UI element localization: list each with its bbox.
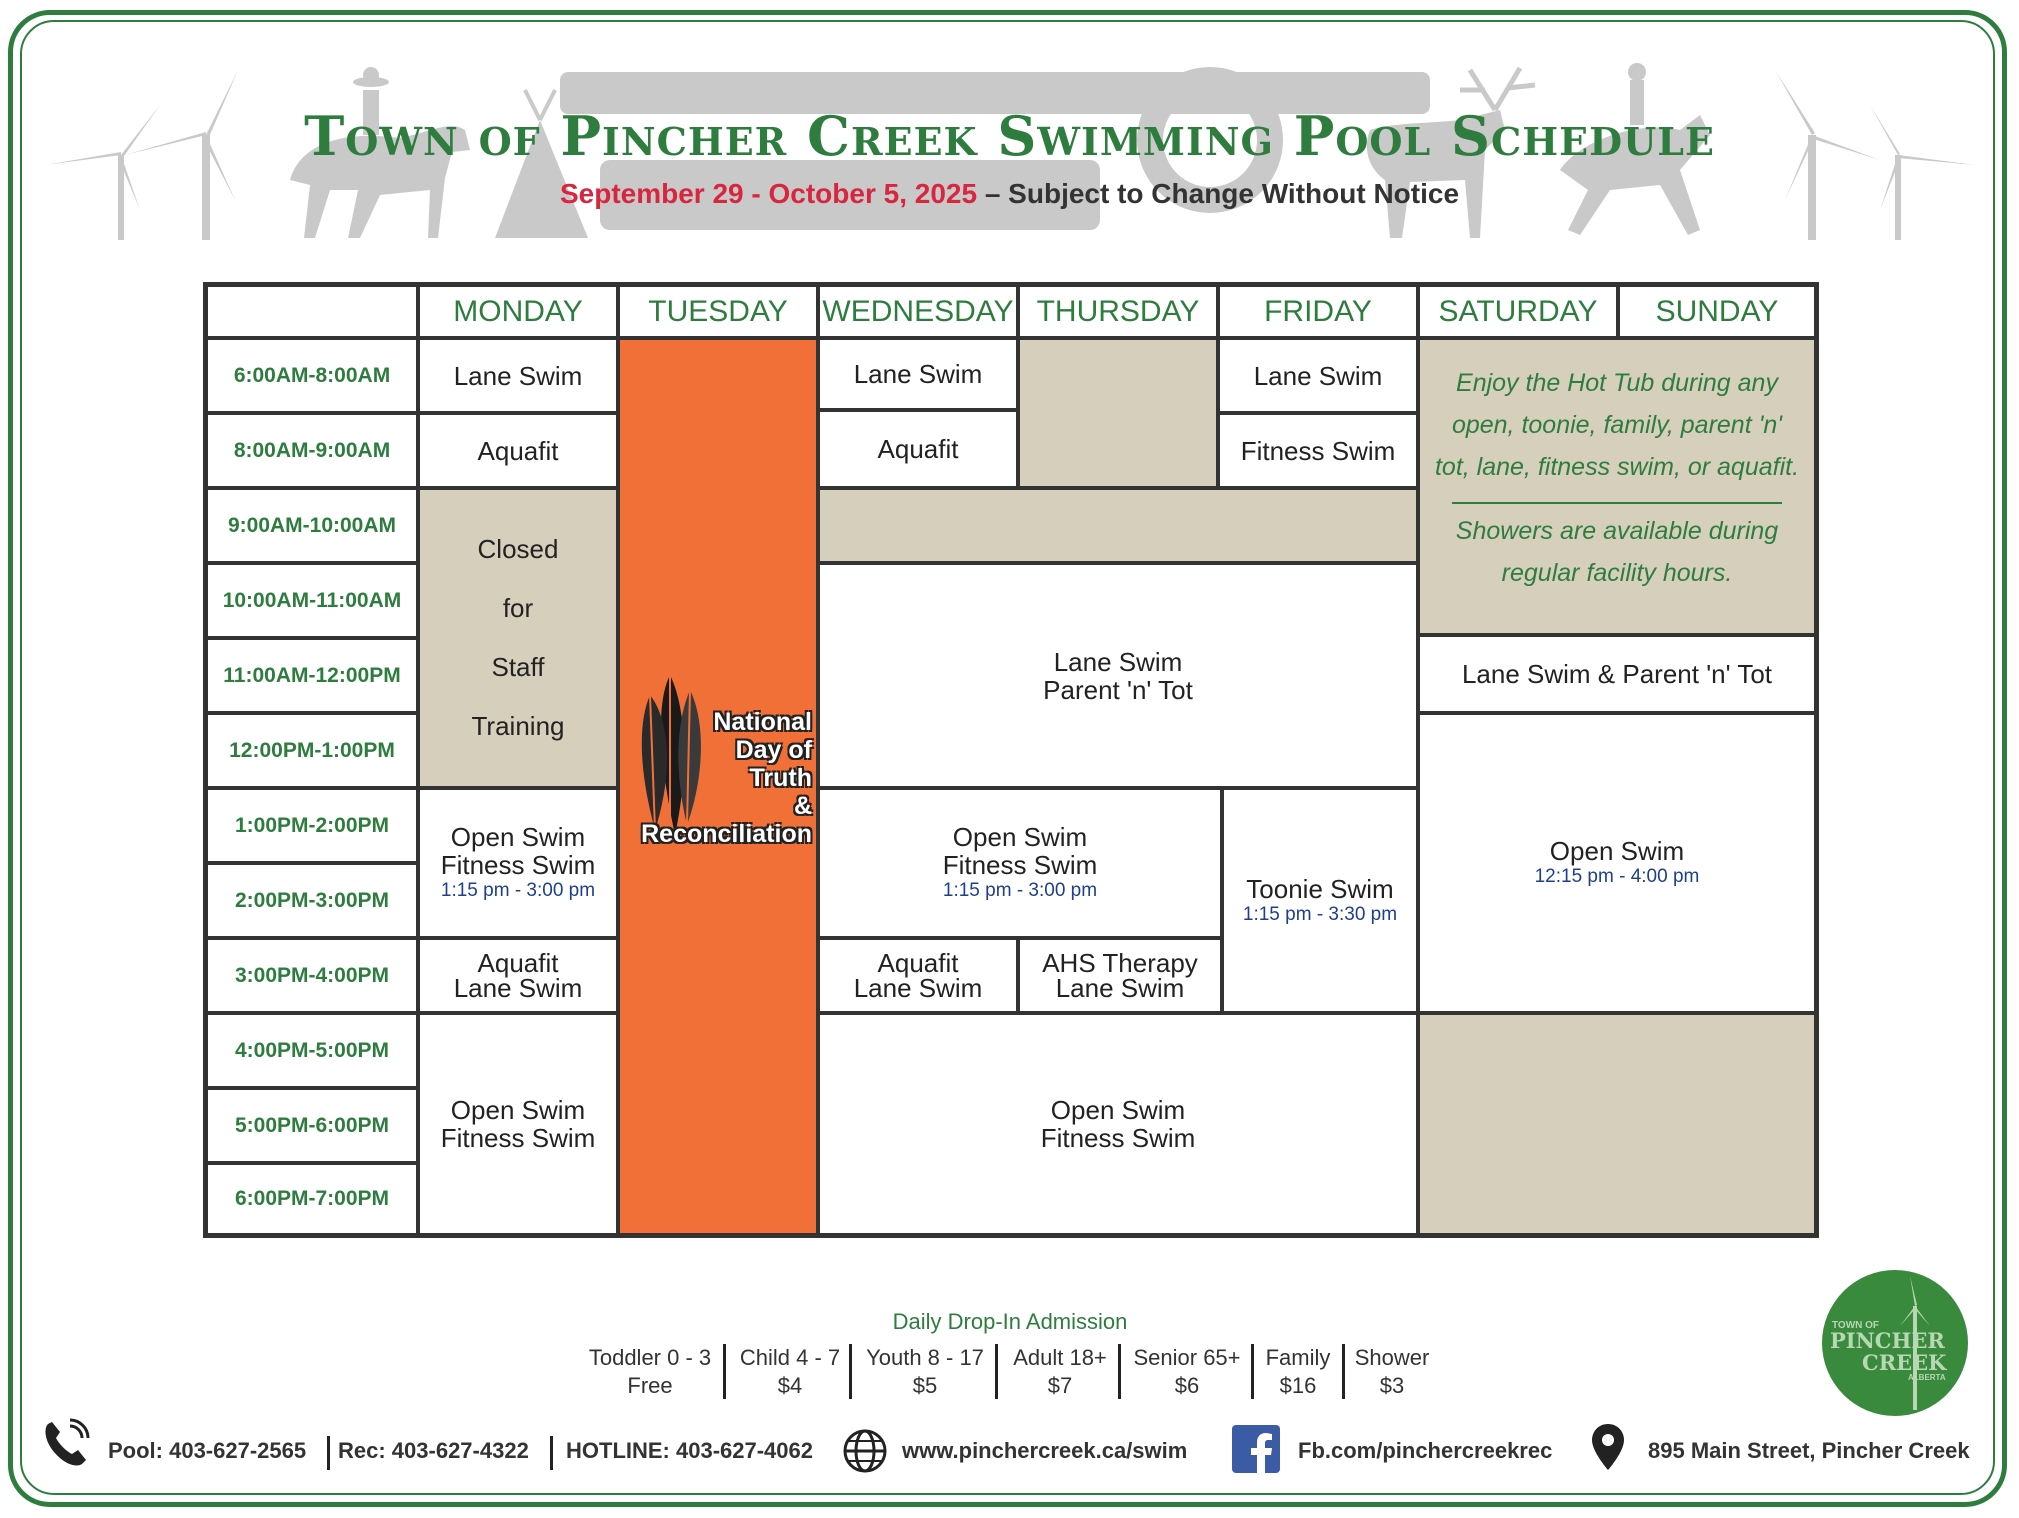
notice-divider <box>1452 502 1782 504</box>
admission-divider <box>723 1344 726 1399</box>
activity-line: Aquafit <box>877 947 959 978</box>
notice-line: open, toonie, family, parent 'n' <box>1451 411 1783 439</box>
monday-lane-swim: Lane Swim <box>418 338 618 413</box>
thursday-closed-block <box>1018 338 1218 488</box>
activity-line: Parent 'n' Tot <box>1043 674 1193 705</box>
activity-time: 12:15 pm - 4:00 pm <box>1534 866 1700 887</box>
monday-aquafit: Aquafit <box>418 413 618 488</box>
admission-price: $5 <box>912 1373 938 1398</box>
time-slot: 4:00PM-5:00PM <box>206 1013 418 1088</box>
footer-divider <box>327 1436 330 1470</box>
activity-line: Lane Swim <box>1055 972 1185 1003</box>
wed-fri-closed-block <box>818 488 1418 563</box>
activity-line: Fitness Swim <box>1040 1123 1196 1153</box>
admission-item <box>1347 1344 1437 1400</box>
admission-label: Adult 18+ <box>1013 1345 1107 1370</box>
page-title: Town of Pincher Creek Swimming Pool Schedule <box>304 104 1715 168</box>
logo-line: PINCHER <box>1830 1328 1945 1353</box>
wednesday-aquafit: Aquafit <box>818 410 1018 488</box>
time-slot: 8:00AM-9:00AM <box>206 413 418 488</box>
day-header-sunday: SUNDAY <box>1618 285 1816 338</box>
day-header-monday: MONDAY <box>418 285 618 338</box>
wednesday-lane-swim: Lane Swim <box>818 338 1018 410</box>
activity-line: Fitness Swim <box>440 850 596 880</box>
globe-icon <box>842 1428 888 1474</box>
closed-line: Staff <box>491 652 545 682</box>
admission-divider <box>995 1344 998 1399</box>
schedule-dates: September 29 - October 5, 2025 <box>559 178 978 209</box>
logo-line: TOWN OF <box>1832 1320 1880 1331</box>
activity-line: Fitness Swim <box>440 1123 596 1153</box>
wednesday-aquafit-lane <box>818 938 1018 1013</box>
website-link[interactable]: www.pinchercreek.ca/swim <box>902 1438 1188 1463</box>
monday-closed-staff-training <box>418 488 618 788</box>
monday-aquafit-lane <box>418 938 618 1013</box>
admission-label: Youth 8 - 17 <box>866 1345 984 1370</box>
corner-cell <box>206 285 418 338</box>
page-subtitle <box>0 178 2019 210</box>
monday-evening-swim <box>418 1013 618 1235</box>
weekend-open-swim <box>1418 713 1816 1013</box>
closed-line: Training <box>471 711 565 741</box>
admission-label: Toddler 0 - 3 <box>588 1345 712 1370</box>
activity-time: 1:15 pm - 3:00 pm <box>440 880 596 901</box>
weekend-hot-tub-notice <box>1418 338 1816 635</box>
admission-divider <box>1118 1344 1121 1399</box>
phone-icon <box>40 1418 92 1470</box>
activity-time: 1:15 pm - 3:00 pm <box>942 880 1098 901</box>
admission-item <box>730 1344 850 1400</box>
admission-label: Senior 65+ <box>1133 1345 1241 1370</box>
tuesday-holiday <box>618 338 818 1235</box>
notice-line: Showers are available during <box>1455 517 1779 545</box>
schedule-table <box>203 282 1819 1238</box>
holiday-line: & <box>793 792 812 820</box>
time-slot: 1:00PM-2:00PM <box>206 788 418 863</box>
friday-lane-swim: Lane Swim <box>1218 338 1418 413</box>
holiday-line: Reconciliation <box>641 820 812 848</box>
day-header-tuesday: TUESDAY <box>618 285 818 338</box>
admission-price: $4 <box>777 1373 803 1398</box>
time-slot: 5:00PM-6:00PM <box>206 1088 418 1163</box>
wed-fri-evening-swim <box>818 1013 1418 1235</box>
admission-title: Daily Drop-In Admission <box>892 1309 1128 1334</box>
admission-label: Shower <box>1354 1345 1430 1370</box>
activity-line: Open Swim <box>1549 836 1685 866</box>
schedule-note: – Subject to Change Without Notice <box>984 178 1460 209</box>
time-slot: 12:00PM-1:00PM <box>206 713 418 788</box>
admission-price: $3 <box>1379 1373 1405 1398</box>
holiday-line: National <box>713 708 812 736</box>
thursday-ahs-therapy <box>1018 938 1222 1013</box>
day-header-friday: FRIDAY <box>1218 285 1418 338</box>
hotline-phone: HOTLINE: 403-627-4062 <box>566 1438 813 1463</box>
time-slot: 10:00AM-11:00AM <box>206 563 418 638</box>
notice-line: regular facility hours. <box>1501 559 1733 587</box>
admission-label: Family <box>1265 1345 1331 1370</box>
activity-line: Toonie Swim <box>1246 873 1394 904</box>
admission-divider <box>849 1344 852 1399</box>
time-slot: 2:00PM-3:00PM <box>206 863 418 938</box>
wed-fri-lane-parent-tot <box>818 563 1418 788</box>
activity-line: Lane Swim <box>1053 646 1183 677</box>
activity-line: Open Swim <box>450 822 586 852</box>
time-slot: 6:00PM-7:00PM <box>206 1163 418 1235</box>
pool-phone: Pool: 403-627-2565 <box>108 1438 307 1463</box>
activity-line: AHS Therapy <box>1042 947 1198 978</box>
location-pin-icon <box>1590 1422 1626 1472</box>
time-slot: 9:00AM-10:00AM <box>206 488 418 563</box>
facebook-link[interactable]: Fb.com/pinchercreekrec <box>1298 1438 1553 1463</box>
activity-line: Open Swim <box>450 1095 586 1125</box>
admission-item <box>855 1344 995 1400</box>
day-header-wednesday: WEDNESDAY <box>818 285 1018 338</box>
time-slot: 11:00AM-12:00PM <box>206 638 418 713</box>
time-slot: 3:00PM-4:00PM <box>206 938 418 1013</box>
facebook-icon <box>1232 1425 1280 1473</box>
admission-price: $7 <box>1047 1373 1073 1398</box>
activity-line: Open Swim <box>952 822 1088 852</box>
footer-divider <box>550 1436 553 1470</box>
admission-label: Child 4 - 7 <box>739 1345 841 1370</box>
logo-line: CREEK <box>1862 1350 1947 1375</box>
closed-line: Closed <box>477 534 559 564</box>
address: 895 Main Street, Pincher Creek <box>1648 1438 1970 1463</box>
admission-price: $16 <box>1279 1373 1317 1398</box>
holiday-line: Truth <box>749 764 812 792</box>
time-slot: 6:00AM-8:00AM <box>206 338 418 413</box>
admission-price: $6 <box>1174 1373 1200 1398</box>
admission-item <box>1122 1344 1252 1400</box>
holiday-label <box>641 708 812 848</box>
notice-line: Enjoy the Hot Tub during any <box>1456 369 1778 397</box>
friday-toonie-swim <box>1222 788 1418 1013</box>
activity-line: Aquafit <box>477 947 559 978</box>
day-header-saturday: SATURDAY <box>1418 285 1618 338</box>
activity-time: 1:15 pm - 3:30 pm <box>1242 903 1398 925</box>
activity-line: Lane Swim <box>853 972 983 1003</box>
admission-divider <box>1342 1344 1345 1399</box>
rec-phone: Rec: 403-627-4322 <box>338 1438 529 1463</box>
wed-thu-open-fitness-swim <box>818 788 1222 938</box>
closed-line: for <box>502 593 534 623</box>
monday-open-fitness-swim <box>418 788 618 938</box>
logo-line: ALBERTA <box>1908 1373 1946 1382</box>
admission-item <box>1000 1344 1120 1400</box>
activity-line: Lane Swim <box>453 972 583 1003</box>
admission-price: Free <box>627 1373 673 1398</box>
admission-item <box>1256 1344 1340 1400</box>
activity-line: Fitness Swim <box>942 850 1098 880</box>
holiday-line: Day of <box>735 736 812 764</box>
day-header-thursday: THURSDAY <box>1018 285 1218 338</box>
weekend-closed-block <box>1418 1013 1816 1235</box>
admission-item <box>580 1344 720 1400</box>
notice-line: tot, lane, fitness swim, or aquafit. <box>1434 453 1800 481</box>
activity-line: Open Swim <box>1050 1095 1186 1125</box>
friday-fitness-swim: Fitness Swim <box>1218 413 1418 488</box>
weekend-lane-parent-tot: Lane Swim & Parent 'n' Tot <box>1418 635 1816 713</box>
town-logo <box>1822 1270 1968 1416</box>
admission-divider <box>1251 1344 1254 1399</box>
